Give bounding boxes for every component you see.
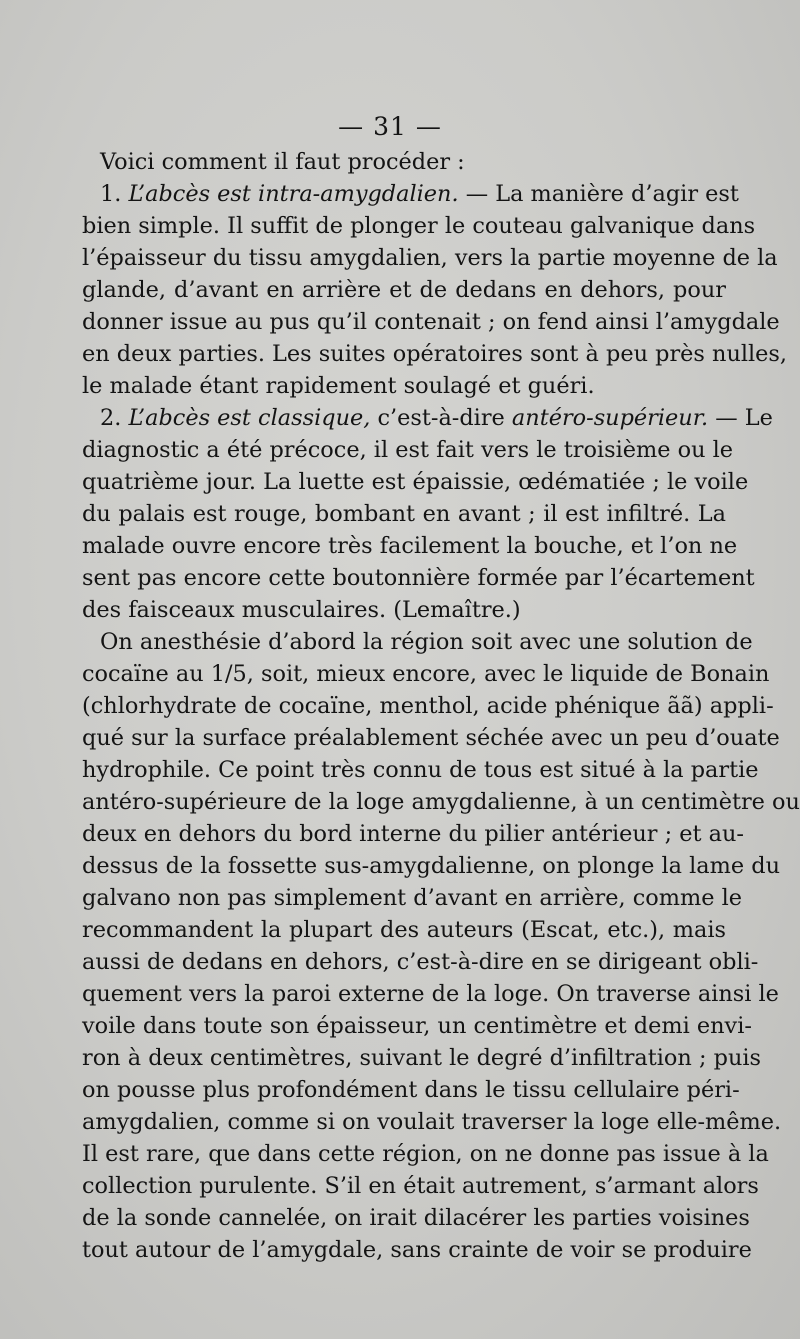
section-heading: L’abcès est classique, [128,405,371,431]
text-line: donner issue au pus qu’il contenait ; on fend ainsi l’amygdale [82,309,780,335]
text-line: qué sur la surface préalablement séchée avec un peu d’ouate [82,725,780,751]
text-line: bien simple. Il suffit de plonger le couteau galvanique dans [82,213,756,239]
page-number: — 31 — [338,112,442,141]
section-heading: L’abcès est intra-amygdalien. [128,181,459,207]
text-line: on pousse plus profondément dans le tissu cellulaire péri- [82,1077,740,1103]
text-line: tout autour de l’amygdale, sans crainte de voir se produire [82,1237,752,1263]
text-line: dessus de la fossette sus-amygdalienne, on plonge la lame du [82,853,781,879]
body-text [82,146,800,1266]
section-number: 1. [100,181,129,207]
text-line: deux en dehors du bord interne du pilier antérieur ; et au- [82,821,744,847]
text-line: de la sonde cannelée, on irait dilacérer les parties voisines [82,1205,750,1231]
text-line: en deux parties. Les suites opératoires sont à peu près nulles, [82,341,788,367]
text-line: l’épaisseur du tissu amygdalien, vers la partie moyenne de la [82,245,778,271]
text-line: du palais est rouge, bombant en avant ; il est infiltré. La [82,501,726,527]
text-line: collection purulente. S’il en était autrement, s’armant alors [82,1173,759,1199]
text-line: des faisceaux musculaires. (Lemaître.) [82,597,521,623]
text-line-section-1 [82,178,739,210]
text-line: sent pas encore cette boutonnière formée par l’écartement [82,565,755,591]
text-line: antéro-supérieure de la loge amygdalienne, à un centimètre ou [82,789,800,815]
text-line: diagnostic a été précoce, il est fait vers le troisième ou le [82,437,734,463]
text-line: (chlorhydrate de cocaïne, menthol, acide phénique ãã) appli- [82,693,774,719]
text-line: le malade étant rapidement soulagé et guéri. [82,373,595,399]
text-line: voile dans toute son épaisseur, un centimètre et demi envi- [82,1013,752,1039]
text-line: galvano non pas simplement d’avant en arrière, comme le [82,885,742,911]
text-line: quatrième jour. La luette est épaissie, œdématiée ; le voile [82,469,749,495]
text-line: recommandent la plupart des auteurs (Escat, etc.), mais [82,917,726,943]
section-number: 2. [100,405,129,431]
text-line: amygdalien, comme si on voulait traverser la loge elle-même. [82,1109,782,1135]
text-line: hydrophile. Ce point très connu de tous est situé à la partie [82,757,759,783]
text-fragment: c’est-à-dire [370,405,512,431]
text-line: Voici comment il faut procéder : [100,149,465,175]
text-line: ron à deux centimètres, suivant le degré d’infiltration ; puis [82,1045,762,1071]
text-line: glande, d’avant en arrière et de dedans en dehors, pour [82,277,726,303]
text-line: cocaïne au 1/5, soit, mieux encore, avec le liquide de Bonain [82,661,770,687]
text-fragment: — Le [708,405,773,431]
section-subheading: antéro-supérieur. [511,405,709,431]
text-line: malade ouvre encore très facilement la bouche, et l’on ne [82,533,738,559]
text-fragment: — La manière d’agir est [458,181,739,207]
text-line: On anesthésie d’abord la région soit avec une solution de [100,629,753,655]
text-line: quement vers la paroi externe de la loge. On traverse ainsi le [82,981,779,1007]
text-line-section-2 [82,402,773,434]
text-line: aussi de dedans en dehors, c’est-à-dire en se dirigeant obli- [82,949,759,975]
text-line: Il est rare, que dans cette région, on ne donne pas issue à la [82,1141,769,1167]
